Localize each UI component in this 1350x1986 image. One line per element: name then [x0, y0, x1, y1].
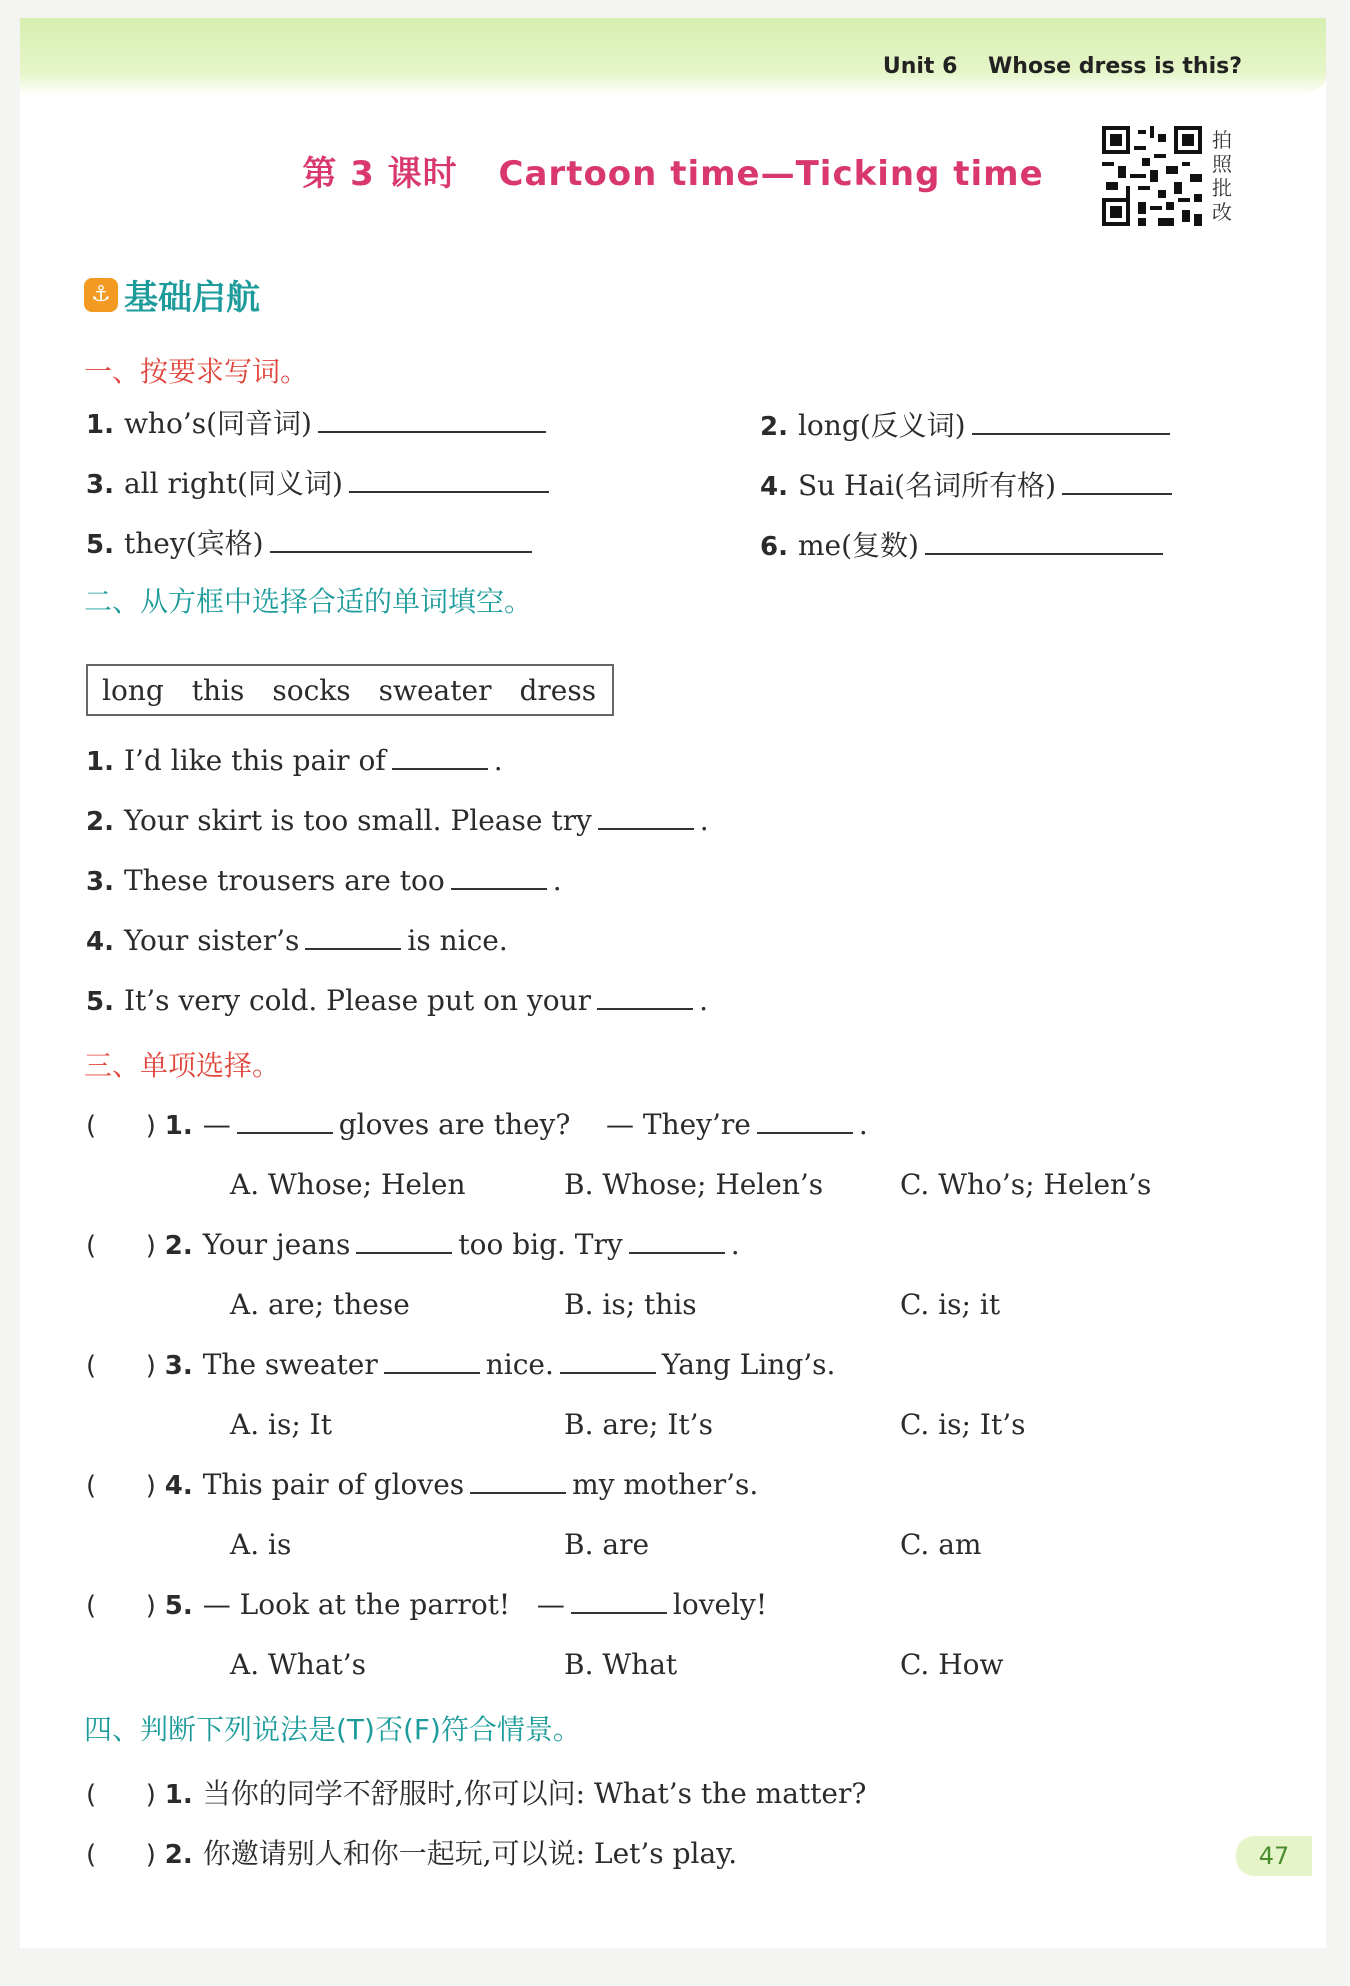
item-text-end: . — [699, 804, 709, 837]
item-number: 4. — [86, 927, 114, 957]
anchor-icon: ⚓ — [84, 278, 118, 312]
part2-item — [86, 984, 708, 1017]
item-text: they(宾格) — [123, 527, 264, 560]
answer-blank[interactable] — [384, 1348, 480, 1374]
unit-title: Whose dress is this? — [988, 54, 1242, 79]
question-text: too big. Try — [458, 1228, 623, 1261]
part3-question — [86, 1228, 740, 1261]
item-text: 你邀请别人和你一起玩,可以说: Let’s play. — [202, 1837, 738, 1870]
part4-item — [86, 1772, 866, 1812]
answer-blank[interactable] — [356, 1228, 452, 1254]
item-number: 4. — [760, 472, 788, 502]
lesson-part: 第 3 课时 — [302, 154, 458, 194]
answer-blank[interactable] — [451, 864, 547, 890]
workbook-page — [20, 18, 1326, 1948]
part2-item — [86, 924, 508, 957]
option-b[interactable]: B. are — [564, 1528, 650, 1561]
option-b[interactable]: B. is; this — [564, 1288, 697, 1321]
item-text: These trousers are too — [123, 864, 445, 897]
part2-title: 二、从方框中选择合适的单词填空。 — [84, 585, 533, 618]
item-text-end: . — [699, 984, 708, 1017]
answer-blank[interactable] — [305, 924, 401, 950]
item-number: 2. — [760, 412, 788, 442]
option-a[interactable]: A. are; these — [230, 1288, 410, 1321]
part3-question — [86, 1588, 767, 1621]
answer-blank[interactable] — [597, 984, 693, 1010]
item-text-end: . — [552, 864, 562, 897]
answer-blank[interactable] — [318, 407, 546, 433]
answer-blank[interactable] — [270, 527, 532, 553]
answer-blank[interactable] — [571, 1588, 667, 1614]
item-text: Su Hai(名词所有格) — [797, 469, 1056, 502]
item-number: 5. — [86, 530, 114, 560]
option-c[interactable]: C. How — [900, 1648, 1004, 1681]
qr-label-char: 照 — [1212, 152, 1232, 176]
word-option: socks — [272, 673, 351, 707]
part1-item — [760, 524, 1169, 564]
unit-header — [883, 54, 1242, 79]
part2-item — [86, 804, 709, 837]
answer-blank[interactable] — [925, 529, 1163, 555]
item-text: all right(同义词) — [123, 467, 343, 500]
answer-blank[interactable] — [349, 467, 549, 493]
question-text: gloves are they? — [338, 1108, 571, 1141]
answer-blank[interactable] — [972, 409, 1170, 435]
answer-bracket[interactable]: ( ) — [86, 1591, 156, 1621]
answer-blank[interactable] — [237, 1108, 333, 1134]
word-option: this — [191, 673, 245, 707]
item-text: I’d like this pair of — [123, 744, 386, 777]
item-number: 2. — [164, 1231, 193, 1261]
part2-item — [86, 744, 503, 777]
question-text: . — [730, 1228, 740, 1261]
item-text-end: . — [493, 744, 503, 777]
item-number: 2. — [86, 807, 114, 837]
answer-bracket[interactable]: ( ) — [86, 1471, 156, 1501]
part1-item — [760, 404, 1176, 444]
qr-code-icon[interactable] — [1102, 126, 1202, 226]
section-title: 基础启航 — [124, 278, 260, 318]
option-a[interactable]: A. is; It — [230, 1408, 332, 1441]
answer-blank[interactable] — [470, 1468, 566, 1494]
question-text: — They’re — [606, 1108, 751, 1141]
option-b[interactable]: B. Whose; Helen’s — [564, 1168, 824, 1201]
option-a[interactable]: A. is — [230, 1528, 292, 1561]
section-heading — [84, 270, 260, 319]
item-number: 1. — [164, 1111, 193, 1141]
question-text: nice. — [485, 1348, 554, 1381]
answer-bracket[interactable]: ( ) — [86, 1351, 156, 1381]
part1-item — [86, 402, 552, 442]
item-number: 6. — [760, 532, 788, 562]
item-text: It’s very cold. Please put on your — [123, 984, 592, 1017]
part1-item — [86, 522, 538, 562]
lesson-topic: Cartoon time—Ticking time — [498, 154, 1044, 194]
answer-bracket[interactable]: ( ) — [86, 1231, 156, 1261]
answer-bracket[interactable]: ( ) — [86, 1780, 156, 1810]
qr-label-char: 改 — [1212, 200, 1232, 224]
part1-item — [760, 464, 1178, 504]
item-text: who’s(同音词) — [123, 407, 312, 440]
answer-blank[interactable] — [629, 1228, 725, 1254]
part2-item — [86, 864, 562, 897]
part1-item — [86, 462, 555, 502]
item-number: 5. — [164, 1591, 193, 1621]
answer-blank[interactable] — [1062, 469, 1172, 495]
question-text: my mother’s. — [572, 1468, 759, 1501]
answer-bracket[interactable]: ( ) — [86, 1111, 156, 1141]
option-c[interactable]: C. is; it — [900, 1288, 1001, 1321]
option-a[interactable]: A. What’s — [230, 1648, 367, 1681]
question-text: The sweater — [202, 1348, 378, 1381]
option-b[interactable]: B. are; It’s — [564, 1408, 713, 1441]
part1-title: 一、按要求写词。 — [84, 355, 309, 388]
part4-title: 四、判断下列说法是(T)否(F)符合情景。 — [84, 1713, 581, 1746]
qr-label-char: 批 — [1212, 176, 1232, 200]
page-number: 47 — [1236, 1836, 1312, 1876]
item-text: 当你的同学不舒服时,你可以问: What’s the matter? — [202, 1777, 867, 1810]
item-number: 1. — [86, 410, 114, 440]
word-option: dress — [519, 673, 597, 707]
qr-label-char: 拍 — [1212, 128, 1232, 152]
part3-title: 三、单项选择。 — [84, 1049, 281, 1082]
option-c[interactable]: C. Who’s; Helen’s — [900, 1168, 1152, 1201]
part3-question — [86, 1108, 868, 1141]
answer-blank[interactable] — [560, 1348, 656, 1374]
question-text: Yang Ling’s. — [661, 1348, 836, 1381]
item-text-end: is nice. — [407, 924, 508, 957]
question-text: — — [202, 1108, 231, 1141]
item-number: 3. — [86, 470, 114, 500]
item-text: long(反义词) — [797, 409, 966, 442]
part3-question — [86, 1348, 835, 1381]
answer-blank[interactable] — [757, 1108, 853, 1134]
question-text: — — [536, 1588, 565, 1621]
question-text: — Look at the parrot! — [202, 1588, 511, 1621]
option-c[interactable]: C. am — [900, 1528, 982, 1561]
word-box — [86, 664, 614, 716]
option-c[interactable]: C. is; It’s — [900, 1408, 1026, 1441]
unit-label: Unit 6 — [882, 54, 958, 79]
item-number: 3. — [164, 1351, 193, 1381]
item-number: 4. — [164, 1471, 193, 1501]
qr-label — [1210, 128, 1234, 224]
answer-blank[interactable] — [392, 744, 488, 770]
item-number: 1. — [86, 747, 114, 777]
question-text: . — [858, 1108, 868, 1141]
part3-question — [86, 1468, 758, 1501]
item-number: 3. — [86, 867, 114, 897]
option-a[interactable]: A. Whose; Helen — [230, 1168, 466, 1201]
item-number: 1. — [164, 1780, 193, 1810]
item-text: me(复数) — [797, 529, 919, 562]
question-text: Your jeans — [202, 1228, 351, 1261]
item-number: 5. — [86, 987, 114, 1017]
option-b[interactable]: B. What — [564, 1648, 678, 1681]
word-option: sweater — [378, 673, 492, 707]
item-text: Your sister’s — [123, 924, 300, 957]
answer-blank[interactable] — [598, 804, 694, 830]
question-text: lovely! — [672, 1588, 768, 1621]
part4-item — [86, 1832, 737, 1872]
item-number: 2. — [164, 1840, 193, 1870]
question-text: This pair of gloves — [202, 1468, 465, 1501]
item-text: Your skirt is too small. Please try — [123, 804, 592, 837]
answer-bracket[interactable]: ( ) — [86, 1840, 156, 1870]
word-option: long — [102, 673, 164, 707]
